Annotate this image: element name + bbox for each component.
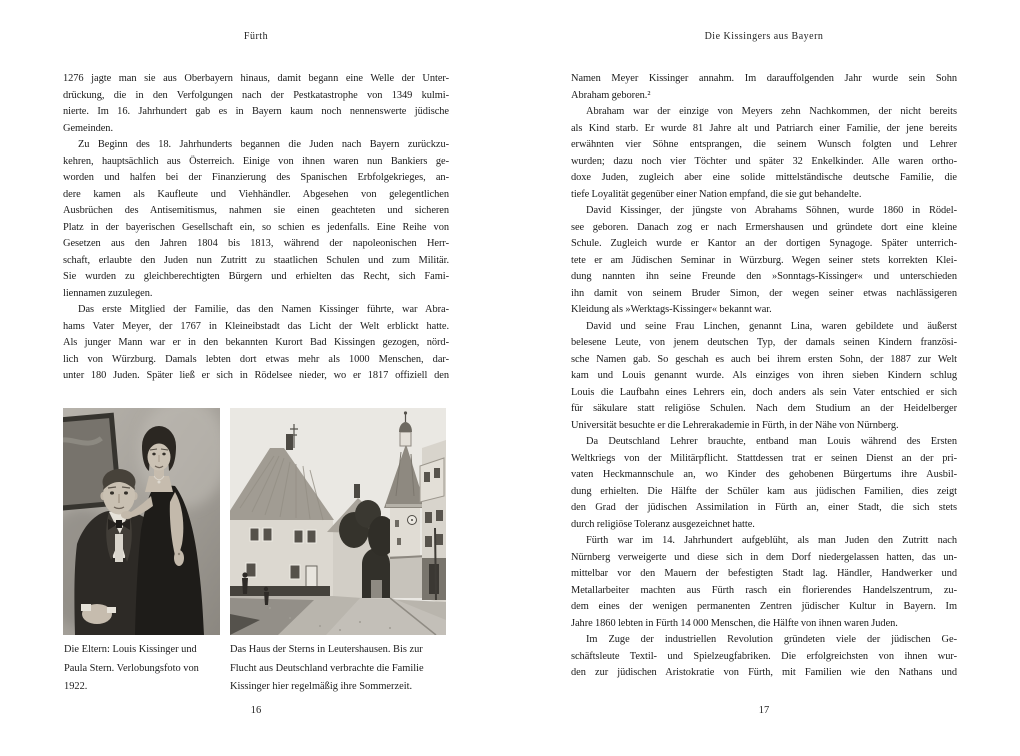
text-line: wurden; dazu noch vier Töchter und später 32 Enkelkinder. Alle waren ortho- <box>571 155 957 167</box>
text-line: 1276 jagte man sie aus Oberbayern hinaus, damit begann eine Welle der Unter- <box>63 73 449 84</box>
text-line: Fürth war im 14. Jahrhundert aufgeblüht, als man Juden den Zutritt nach <box>586 535 957 546</box>
text-line: Abraham war der einzige von Meyers zehn Nachkommen, der nicht bereits <box>586 106 957 117</box>
text-line: tete er am Jüdischen Seminar in Würzburg. Wegen seiner stets korrekten Klei- <box>571 254 957 266</box>
text-line: Gemeinden. <box>63 122 113 134</box>
text-line: ihn damit von seinem Bruder Simon, der wegen seiner etwas nachlässigeren <box>571 287 957 299</box>
text-line: Jahre 1860 lebten in Fürth 14 000 Menschen, die Hälfte von ihnen waren Juden. <box>571 617 898 629</box>
engagement-portrait-photo <box>63 408 220 635</box>
text-line: den zur jüdischen Aristokratie von Fürth, mit Familien wie den Nathans und <box>571 667 957 678</box>
text-line: unter 180 Juden. Später ließ er sich in Rödelsee nieder, wo er 1817 offiziell den <box>63 370 449 381</box>
text-line: Platz in der bayerischen Gesellschaft ein, so schien es jedenfalls. Eine Reihe von <box>63 221 449 233</box>
text-line: den Grad der jüdischen Assimilation in Fürth an, einer Stadt, die sich stets <box>571 502 957 513</box>
text-line: see geboren. Danach zog er nach Ermershausen und gründete dort eine kleine <box>571 221 957 233</box>
page-number-right: 17 <box>758 705 770 716</box>
page-number-left: 16 <box>250 705 262 716</box>
text-line: Als junger Mann war er in den bekannten Kurort Bad Kissingen gezogen, nörd- <box>63 337 449 348</box>
text-line: erwähnten vier Söhne entsprangen, die seinem Wunsch folgten und Lehrer <box>571 139 957 150</box>
text-line: Im Zuge der industriellen Revolution gründeten viele der jüdischen Ge- <box>586 634 957 645</box>
right-building <box>420 440 446 604</box>
text-line: worden und halfen bei der Finanzierung des Spanischen Erbfolgekrieges, an- <box>63 172 449 183</box>
text-line: für säkulare statt religiöse Schulen. Nach dem Studium an der Heidelberger <box>571 403 957 414</box>
text-line: Das erste Mitglied der Familie, das den Namen Kissinger führte, war Abra- <box>78 304 449 315</box>
text-line: Abraham geboren.² <box>571 89 651 101</box>
text-line: nierte. Im 16. Jahrhundert gab es in Bayern kaum noch nennenswerte jüdische <box>63 106 449 117</box>
text-line: belesene Leute, von jenem deutschen Typ, der damals seinen Kindern französi- <box>571 337 957 348</box>
body-text-right <box>571 71 957 682</box>
text-line: mittelbar vor den Mauern der befestigten Stadt lag. Händler, Handwerker und <box>571 568 957 579</box>
photo-caption-portrait: Die Eltern: Louis Kissinger und Paula Stern. Verlobungsfoto von 1922. <box>64 644 199 693</box>
text-line: sche Namen gab. So geschah es auch bei ihrem ersten Sohn, der 1887 zur Welt <box>571 353 957 365</box>
text-line: Louis die Laufbahn eines Lehrers ein, doch anders als sein Vater entschied er sich <box>571 386 957 398</box>
body-text-left <box>63 71 449 385</box>
text-line: dere kamen als Kaufleute und Viehhändler. Abgesehen von gelegentlichen <box>63 188 449 200</box>
text-line: David und seine Frau Linchen, genannt Lina, waren gebildete und äußerst <box>586 320 957 332</box>
text-line: Gesetzen aus den Jahren 1804 bis 1813, während der napoleonischen Herr- <box>63 238 449 249</box>
text-line: drückung, die in den Verfolgungen nach der Pestkatastrophe von 1349 kulmi- <box>63 89 449 101</box>
text-line: dung erhielten. Die Hälfte der Schüler kam aus jüdischen Familien, dies zeigt <box>571 485 957 497</box>
text-line: Zu Beginn des 18. Jahrhunderts begannen die Juden nach Bayern zurückzu- <box>78 139 449 150</box>
text-line: lich von Würzburg. Damals lebten dort etwas mehr als 1000 Menschen, dar- <box>63 353 449 365</box>
text-line: Da Deutschland Lehrer brauchte, entband man Louis während des Ersten <box>586 436 957 447</box>
text-line: dung nannten ihn seine Freunde den »Sonntags-Kissinger« und unterschieden <box>571 271 957 282</box>
text-line: schäftsleute Textil- und Spielzeugfabriken. Die erfolgreichsten von ihnen wur- <box>571 650 957 662</box>
text-line: Metallarbeiter machten aus Fürth rasch ein florierendes Handelszentrum, zu- <box>571 584 957 596</box>
text-line: Namen Meyer Kissinger annahm. Im darauffolgenden Jahr wurde sein Sohn <box>571 73 957 84</box>
text-line: durch religiöse Toleranz ausgezeichnet hatte. <box>571 518 755 530</box>
text-line: schaft, erlaubte den Juden nun Zutritt zu staatlichen Schulen und zum Militär. <box>63 254 449 266</box>
text-line: Sie wurden zu gleichberechtigten Bürgern und erhielten das Recht, sich Fami- <box>63 271 449 282</box>
running-head-left: Fürth <box>243 31 269 42</box>
text-line: dem eines der wenigen permanenten Zentren jüdischer Kultur in Bayern. Im <box>571 601 957 612</box>
text-line: kam und Louis genannt wurde. Als einziges von ihren sieben Kindern schlug <box>571 370 957 381</box>
text-line: vaten Heckmannschule an, wo Kinder des gehobenen Bürgertums ihre Ausbil- <box>571 469 957 480</box>
text-line: liennamen zuzulegen. <box>63 287 153 299</box>
text-line: Ausbrüchen des Antisemitismus, nahmen sie einen geachteten und sicheren <box>63 205 449 216</box>
photo-caption-street: Das Haus der Sterns in Leutershausen. Bis zur Flucht aus Deutschland verbrachte die Familie Kissinger hier regelmäßig ihre Sommerzeit. <box>230 644 424 693</box>
text-line: Schule. Zugleich wurde er Kantor an der dortigen Synagoge. Später unterrich- <box>571 238 957 249</box>
text-line: Nürnberg verweigerte und diese sich in dem Dorf niedergelassen hatten, das un- <box>571 551 957 563</box>
text-line: David Kissinger, der jüngste von Abrahams Söhnen, wurde 1860 in Rödel- <box>586 205 957 216</box>
text-line: Weltkriegs von der Militärpflicht. Stattdessen trat er seinen Dienst an der pri- <box>571 452 957 464</box>
running-head-right: Die Kissingers aus Bayern <box>704 31 824 42</box>
text-line: Kleidung als »Werktags-Kissinger« bekannt war. <box>571 304 772 315</box>
text-line: hams Vater Meyer, der 1767 in Kleineibstadt das Licht der Welt erblickt hatte. <box>63 320 449 332</box>
text-line: doxe Juden, zugleich aber eine solide mittelständische deutsche Familie, die <box>571 172 957 183</box>
leutershausen-street-photo <box>230 408 446 635</box>
text-line: kehren, hauptsächlich aus Österreich. Einige von ihnen waren nun Bankiers ge- <box>63 155 449 167</box>
text-line: als Kind starb. Er wurde 81 Jahre alt und Patriarch einer Familie, der jene bereits <box>571 122 957 134</box>
text-line: Universität besuchte er die Lehrerakademie in Fürth, in der Nähe von Nürnberg. <box>571 419 899 431</box>
text-line: tiefe Loyalität gegenüber einer Nation empfand, die sie gut behandelte. <box>571 188 862 200</box>
